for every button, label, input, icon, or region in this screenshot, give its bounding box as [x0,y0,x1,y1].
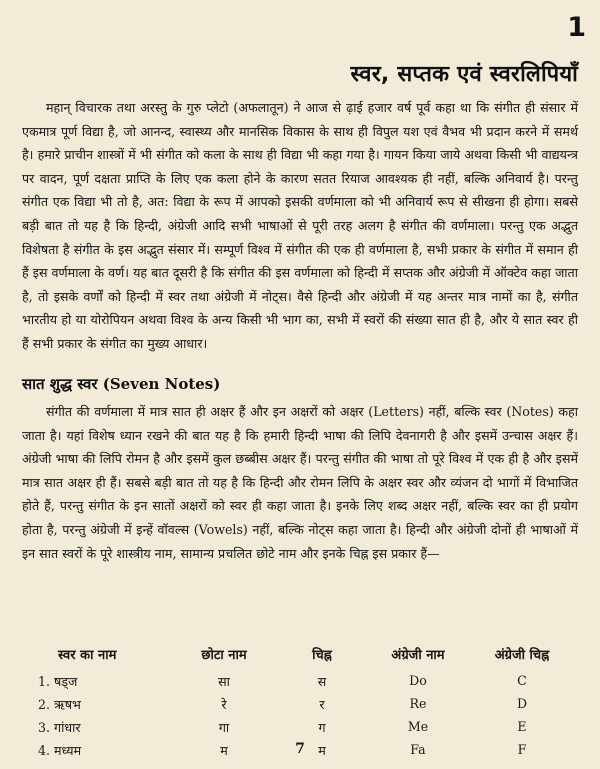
table-cell-english-symbol: F [517,742,527,757]
table-cell-english-symbol: D [516,696,528,711]
table-cell-english-symbol: E [517,719,527,734]
table-header-cell: अंग्रेजी नाम [391,648,445,663]
section-heading-hindi: सात शुद्ध स्वर [22,375,98,393]
table-cell-short: गा [218,720,230,735]
table-cell-short: सा [218,674,230,689]
table-header-cell: स्वर का नाम [58,648,117,663]
table-cell-name: 3. गांधार [38,720,81,735]
table-row [22,673,578,696]
table-header-cell: छोटा नाम [201,648,247,663]
table-cell-english-symbol: C [517,673,527,688]
table-row [22,696,578,719]
table-cell-name: 1. षड्ज [38,674,78,689]
table-cell-short: म [220,743,228,758]
chapter-number: 1 [567,12,586,43]
table-cell-english: Me [407,719,429,734]
section-paragraph [22,400,578,565]
table-cell-english: Fa [410,742,426,757]
intro-paragraph-text: महान् विचारक तथा अरस्तु के गुरु प्लेटो (अफलातून) ने आज से ढ़ाई हजार वर्ष पूर्व कहा था कि संगीत ही संसार में एकमात्र पूर्ण विद्या है, जो आनन्द, स्वास्थ्य और मानसिक विकास के साथ ही विपुल यश एवं वैभव भी प्रदान करने में समर्थ है। हमारे प्राचीन शास्त्रों में भी संगीत को कला के साथ ही विद्या भी कहा गया है। गायन किया जाये अथवा किसी भी वाद्ययन्त्र पर वादन, पूर्ण दक्षता प्राप्ति के लिए एक कला होने के कारण सतत रियाज आवश्यक ही नहीं, बल्कि अनिवार्य है। परन्तु संगीत एक विद्या भी तो है, अत: विद्या के रूप में आपको इसकी वर्णमाला को भी अनिवार्य रूप से सीखना ही होगा। सबसे बड़ी बात तो यह है कि हिन्दी, अंग्रेजी आदि सभी भाषाओं से पूरी तरह अलग है संगीत की वर्णमाला। परन्तु एक अद्भुत विशेषता है संगीत के इस अद्भुत संसार में। सम्पूर्ण विश्व में संगीत की एक ही वर्णमाला है, सभी प्रकार के संगीत में समान ही हैं इस वर्णमाला के वर्ण। यह बात दूसरी है कि संगीत की इस वर्णमाला को हिन्दी में सप्तक और अंग्रेजी में ऑक्टेव कहा जाता है, तो इसके वर्णों को हिन्दी में स्वर तथा अंग्रेजी में नोट्स। वैसे हिन्दी और अंग्रेजी में यह अन्तर मात्र नामों का है, संगीत भारतीय हो या योरोपियन अथवा विश्व के अन्य किसी भी भाग का, सभी में स्वरों की संख्या सात ही है, और ये सात स्वर ही हैं सभी प्रकार के संगीत का मुख्य आधार। [22,100,578,351]
page-number: 7 [295,741,305,757]
table-header-row [22,645,578,673]
table-cell-english: Do [409,673,427,688]
table-cell-short: रे [221,697,227,712]
table-cell-english: Re [409,696,427,711]
table-cell-name: 2. ऋषभ [38,697,81,712]
table-header-cell: अंग्रेजी चिह्न [494,648,550,663]
section-heading [22,374,220,394]
chapter-title: स्वर, सप्तक एवं स्वरलिपियाँ [350,62,578,87]
table-cell-symbol: र [319,697,325,712]
section-heading-english: (Seven Notes) [102,375,221,393]
table-cell-symbol: ग [318,720,326,735]
intro-paragraph [22,96,578,356]
table-header-cell: चिह्न [312,648,332,663]
table-row [22,719,578,742]
table-cell-symbol: स [317,674,327,689]
table-cell-symbol: म [318,743,326,758]
table-cell-name: 4. मध्यम [38,743,82,758]
section-paragraph-text: संगीत की वर्णमाला में मात्र सात ही अक्षर हैं और इन अक्षरों को अक्षर (Letters) नहीं, बल्कि स्वर (Notes) कहा जाता है। यहां विशेष ध्यान रखने की बात यह है कि हमारी हिन्दी भाषा की लिपि देवनागरी है और इसमें उन्चास अक्षर हैं। अंग्रेजी भाषा की लिपि रोमन है और इसमें कुल छब्बीस अक्षर हैं। परन्तु संगीत की भाषा तो पूरे विश्व में एक ही है और इसमें मात्र सात अक्षर ही हैं। सबसे बड़ी बात तो यह है कि हिन्दी और रोमन लिपि के अक्षर स्वर और व्यंजन दो भागों में विभाजित होते हैं, परन्तु संगीत के इन सातों अक्षरों को स्वर ही कहा जाता है। इनके लिए शब्द अक्षर नहीं, बल्कि स्वर का ही प्रयोग होता है, परन्तु अंग्रेजी में इन्हें वॉवल्स (Vowels) नहीं, बल्कि नोट्स कहा जाता है। हिन्दी और अंग्रेजी दोनों ही भाषाओं में इन सात स्वरों के पूरे शास्त्रीय नाम, सामान्य प्रचलित छोटे नाम और इनके चिह्न इस प्रकार हैं— [22,404,578,561]
